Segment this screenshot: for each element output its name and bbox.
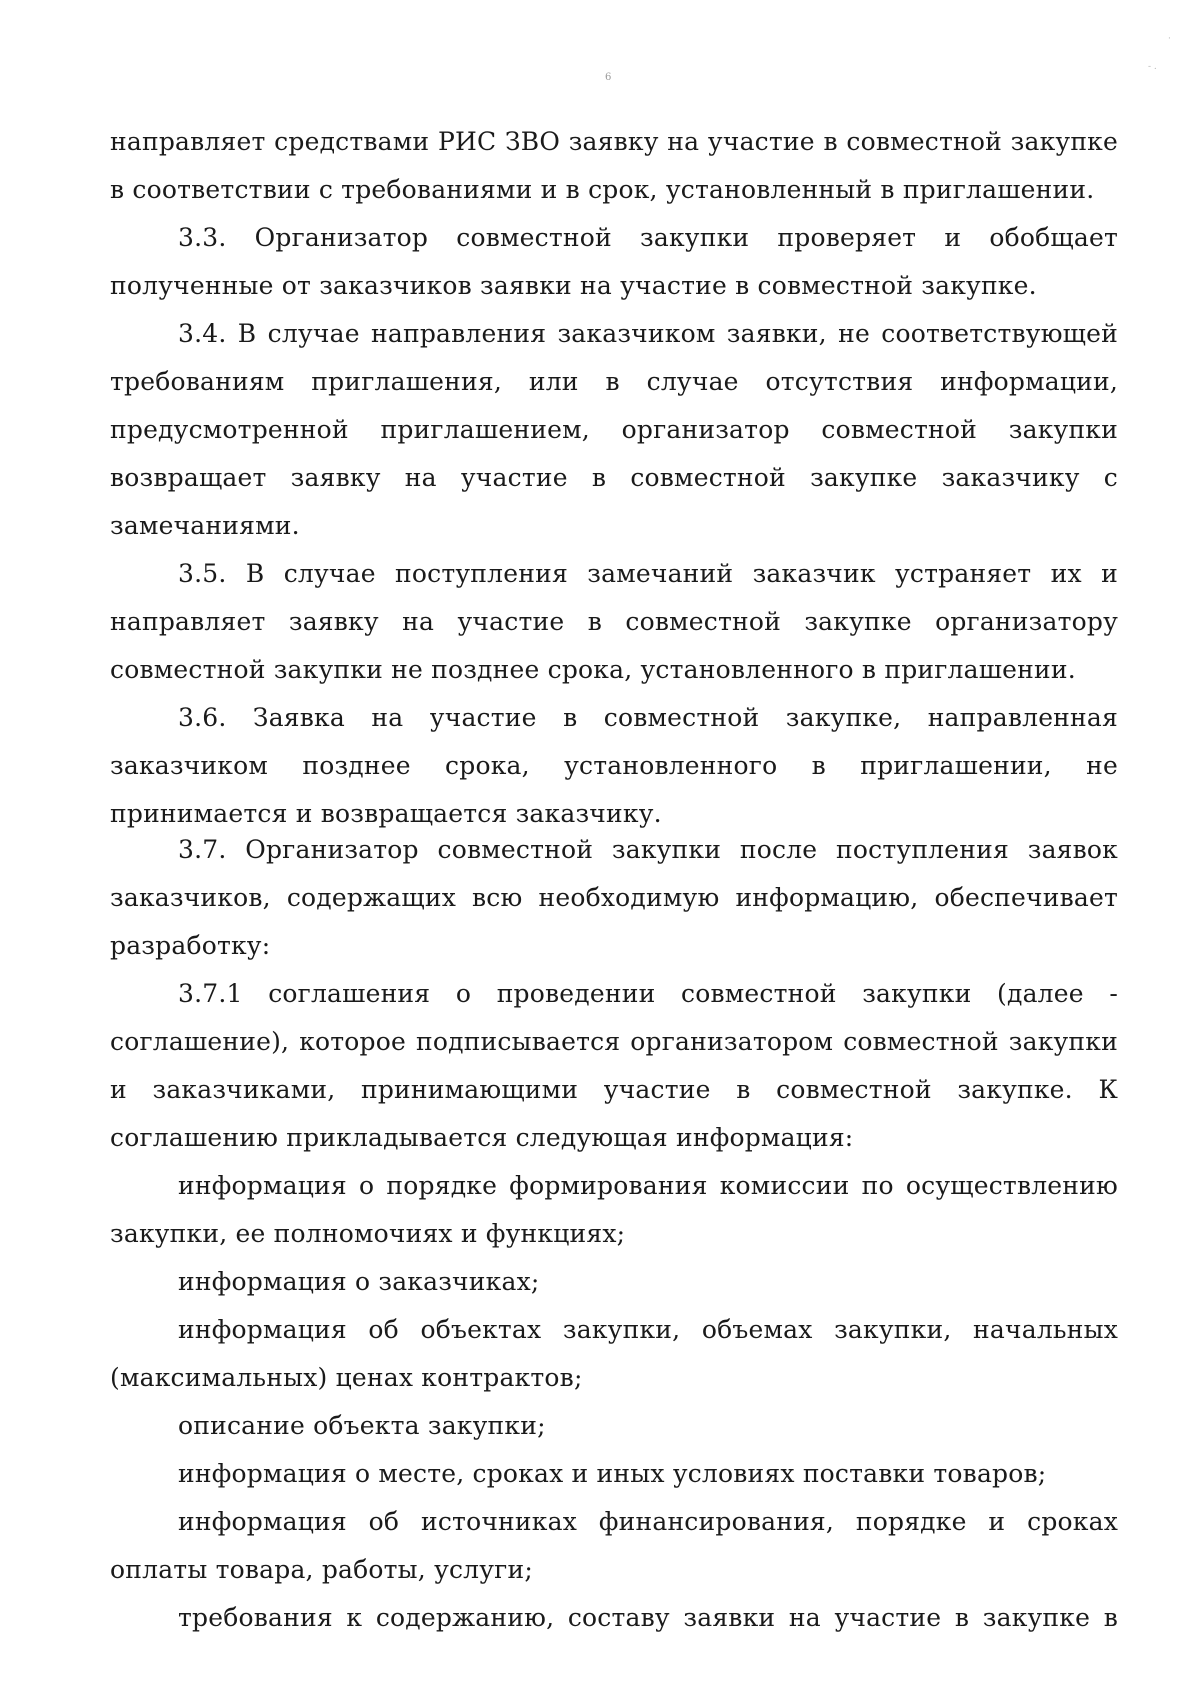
page-number: 6 (605, 72, 612, 83)
paragraph-3-7: 3.7. Организатор совместной закупки после поступления заявок заказчиков, содержащих всю необходимую информацию, обеспечивает разработку: (110, 835, 1118, 960)
scan-artifact-dot: · (1168, 34, 1171, 44)
list-item-object-description: описание объекта закупки; (178, 1411, 546, 1440)
paragraph-3-7-1: 3.7.1 соглашения о проведении совместной закупки (далее - соглашение), которое подписывается организатором совместной закупки и заказчиками, принимающими участие в совместной закупке. К соглашению прикладывается следующая информация: (110, 979, 1118, 1152)
list-item-financing-info: информация об источниках финансирования, порядке и сроках оплаты товара, работы, услуги; (110, 1507, 1118, 1584)
paragraph-3-3: 3.3. Организатор совместной закупки проверяет и обобщает полученные от заказчиков заявки на участие в совместной закупке. (110, 223, 1118, 300)
list-item-delivery-info: информация о месте, сроках и иных условиях поставки товаров; (178, 1459, 1047, 1488)
paragraph-3-6: 3.6. Заявка на участие в совместной закупке, направленная заказчиком позднее срока, установленного в приглашении, не принимается и возвращается заказчику. (110, 703, 1118, 828)
list-item-commission-info: информация о порядке формирования комиссии по осуществлению закупки, ее полномочиях и функциях; (110, 1171, 1118, 1248)
list-item-customers-info: информация о заказчиках; (178, 1267, 540, 1296)
list-item-objects-info: информация об объектах закупки, объемах закупки, начальных (максимальных) ценах контрактов; (110, 1315, 1118, 1392)
paragraph-continuation: направляет средствами РИС ЗВО заявку на участие в совместной закупке в соответствии с требованиями и в срок, установленный в приглашении. (110, 127, 1118, 204)
paragraph-3-4: 3.4. В случае направления заказчиком заявки, не соответствующей требованиям приглашения, или в случае отсутствия информации, предусмотренной приглашением, организатор совместной закупки возвращает заявку на участие в совместной закупке заказчику с замечаниями. (110, 319, 1118, 540)
list-item-application-requirements: требования к содержанию, составу заявки на участие в закупке в (178, 1603, 1118, 1632)
paragraph-3-5: 3.5. В случае поступления замечаний заказчик устраняет их и направляет заявку на участие в совместной закупке организатору совместной закупки не позднее срока, установленного в приглашении. (110, 559, 1118, 684)
document-body (110, 118, 1118, 1642)
scan-artifact-dash: - . (1148, 62, 1157, 72)
